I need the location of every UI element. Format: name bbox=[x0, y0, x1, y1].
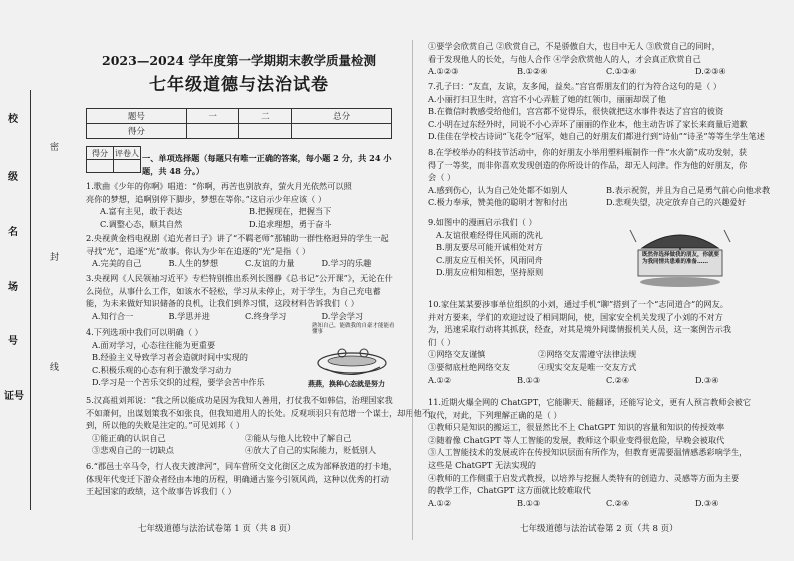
question-line: 寻找“光”，追逐“光”故事。你认为少年在追逐的“光”是指（ ） bbox=[86, 245, 311, 256]
option[interactable]: B.①②④ bbox=[517, 66, 548, 77]
option[interactable]: D.学习的乐趣 bbox=[321, 258, 372, 269]
question-2 bbox=[86, 232, 398, 270]
option[interactable]: ③悲观自己的一切缺点 bbox=[92, 445, 174, 456]
option[interactable]: D.朋友应相知相恕，坚持原则 bbox=[436, 267, 544, 278]
option[interactable]: D.学会学习 bbox=[321, 310, 364, 321]
question-line: 3.央视网《人民领袖习近平》专栏特别推出系列长图静《总书记“公开课”》，无论在什 bbox=[86, 273, 393, 283]
option[interactable]: A.富有主见，敢于表达 bbox=[100, 206, 183, 217]
option[interactable]: ①网络交友谨慎 bbox=[428, 349, 486, 360]
binding-label: 场 bbox=[8, 282, 18, 293]
question-6-statements bbox=[428, 40, 784, 78]
question-line: 4.下列选项中我们可以明确（ ） bbox=[86, 327, 203, 337]
cartoon-friendship bbox=[624, 226, 736, 290]
option[interactable]: ④放大了自己的实际能力，贬低别人 bbox=[245, 445, 377, 456]
binding-strip bbox=[0, 90, 31, 510]
option[interactable]: ③要彻底杜绝网络交友 bbox=[428, 361, 510, 372]
binding-label: 号 bbox=[8, 336, 18, 347]
option[interactable]: D.②③④ bbox=[695, 66, 726, 77]
cartoon-caption-top: 熟知自己，能做我的自豪才能能看懂事 bbox=[312, 323, 395, 335]
question-line: 并对方要来，学们的欢迎过设了相同期间，使，国家安全机关发现了小刘的不对方 bbox=[428, 311, 723, 322]
score-cell[interactable] bbox=[239, 124, 292, 139]
option[interactable]: C.小明在过东经外时，同说不小心弄坏了丽丽的作业本，他主动告诉了家长来商量后道歉 bbox=[428, 118, 748, 129]
binding-label: 名 bbox=[8, 227, 18, 238]
question-6 bbox=[86, 460, 398, 498]
score-cell: 总分 bbox=[292, 109, 392, 124]
option[interactable]: B.把握现在，把握当下 bbox=[249, 206, 332, 217]
question-line: 看于发现他人的长处，与他人合作 ④学会欣赏他人的人，才会真正欣赏自己 bbox=[428, 53, 701, 64]
option[interactable]: D.学习是一个苦乐交织的过程，要学会苦中作乐 bbox=[92, 377, 265, 388]
question-line: 取代，对此，下列理解正确的是（ ） bbox=[428, 409, 562, 420]
exam-header-title: 2023—2024 学年度第一学期期末教学质量检测 bbox=[102, 53, 376, 68]
option[interactable]: C.调整心态，顺其自然 bbox=[100, 218, 183, 229]
option[interactable]: D.③④ bbox=[695, 497, 719, 508]
score-cell: 一 bbox=[186, 109, 239, 124]
option[interactable]: A.面对学习，心态往往能为更重要 bbox=[92, 339, 216, 350]
score-table bbox=[86, 108, 392, 139]
question-line: 11.近期火爆全网的 ChatGPT，它能聊天、能翻译，还能写论文，更有人预言教师会被它 bbox=[428, 397, 752, 407]
option[interactable]: B.经验主义导致学习者会造就时间中实现的 bbox=[92, 352, 248, 363]
option[interactable]: C.①③④ bbox=[606, 66, 637, 77]
option[interactable]: A.友谊很难经得住风雨的洗礼 bbox=[436, 229, 543, 240]
grader-cell[interactable] bbox=[87, 160, 114, 173]
option[interactable]: A.小丽打扫卫生时，宫宫不小心弄脏了她的红领巾，丽丽却误了他 bbox=[428, 93, 666, 104]
option[interactable]: ①能正确的认识自己 bbox=[92, 432, 166, 443]
cartoon-study-attitude bbox=[308, 323, 398, 389]
option[interactable]: D.佳佳在学校古诗词“飞花令”冠军，她自己的好朋友们都进行到“诗仙”“诗圣”等等生学生笔述 bbox=[428, 131, 765, 142]
question-line: 到，所以他的失败是注定的。”可见刘邦（ ） bbox=[86, 420, 245, 431]
cartoon-caption: 既然你选择做我的朋友，你就要为我同情共患难的准备…… bbox=[642, 252, 720, 265]
option[interactable]: A.①② bbox=[428, 374, 452, 385]
option[interactable]: B.①③ bbox=[517, 497, 541, 508]
option[interactable]: C.积极乐观的心态有利于激发学习动力 bbox=[92, 364, 232, 375]
grader-cell[interactable] bbox=[114, 160, 141, 173]
question-line: 5.汉高祖刘邦说：“我之所以能成功是因为我知人善用，打仗我不如韩信，治理国家我 bbox=[86, 395, 393, 405]
page-divider bbox=[412, 40, 413, 540]
option[interactable]: ④现实交友是唯一交友方式 bbox=[538, 361, 637, 372]
score-cell[interactable] bbox=[292, 124, 392, 139]
option[interactable]: ①教师只是知识的搬运工，很显然比不上 ChatGPT 知识的容量和知识的传授效率 bbox=[428, 422, 725, 433]
option[interactable]: C.朋友应互相关怀，风雨同舟 bbox=[436, 254, 543, 265]
option[interactable]: B.表示祝贺，并且为自己是勇气前心向他求教 bbox=[606, 184, 771, 195]
question-8 bbox=[428, 146, 784, 209]
question-line: 得了一等奖，而非你喜欢发现创造的你所设计的作品，却无人问津。作为他的好朋友，你 bbox=[428, 159, 748, 170]
question-line: 会（ ） bbox=[428, 172, 456, 183]
question-line: 1.歌曲《少年的你啊》唱道：“你啊，再苦也别放弃，萤火月光依然可以照 bbox=[86, 181, 352, 191]
option[interactable]: C.极力奉承，赞美他的聪明才智和付出 bbox=[428, 197, 568, 208]
seal-char: 线 bbox=[50, 363, 60, 373]
grader-cell: 得分 bbox=[87, 147, 114, 160]
option[interactable]: A.完美的自己 bbox=[92, 258, 142, 269]
question-line: 7.孔子曰：“友直，友谅，友多闻，益矣。”宫宫帮朋友们的行为符合这句的是（ ） bbox=[428, 81, 722, 91]
binding-label: 校 bbox=[8, 114, 18, 125]
option[interactable]: A.感到伤心，认为自己处处都不如别人 bbox=[428, 184, 568, 195]
option[interactable]: ②随着像 ChatGPT 等人工智能的发展，教师这个职业变得很危险，早晚会被取代 bbox=[428, 434, 725, 445]
question-9 bbox=[428, 216, 628, 279]
option[interactable]: D.悲观失望，决定放弃自己的兴趣爱好 bbox=[606, 197, 746, 208]
option[interactable]: C.终身学习 bbox=[245, 310, 287, 321]
question-line: 8.在学校举办的科技节活动中，你的好朋友小举用塑料瓶制作一件“水火箭”成功发射，获 bbox=[428, 147, 748, 157]
right-page bbox=[424, 18, 784, 558]
question-5 bbox=[86, 394, 430, 457]
option[interactable]: D.追求理想，勇于奋斗 bbox=[249, 218, 332, 229]
cartoon-caption-bottom: 燕燕，换种心态就是努力 bbox=[308, 379, 385, 388]
option[interactable]: A.知行合一 bbox=[92, 310, 134, 321]
option[interactable]: C.②④ bbox=[606, 374, 630, 385]
page-footer: 七年级道德与法治试卷第 1 页（共 8 页） bbox=[138, 524, 296, 534]
option[interactable]: B.①③ bbox=[517, 374, 541, 385]
question-11 bbox=[428, 396, 784, 509]
option[interactable]: D.③④ bbox=[695, 374, 719, 385]
score-cell: 得分 bbox=[87, 124, 187, 139]
option[interactable]: ③人工智能技术的发展或许在传授知识层面有所作为，但教育更需要温情感悉彩响学生， bbox=[428, 447, 748, 458]
option[interactable]: C.②④ bbox=[606, 497, 630, 508]
question-line: 能，为未来做好知识储备的良机，让我们到养习惯，这段材料告诉我们（ ） bbox=[86, 298, 359, 309]
section-heading: 一、单项选择题（每题只有唯一正确的答案，每小题 2 分，共 24 小题，共 48 分。） bbox=[142, 153, 392, 176]
option[interactable]: ②能从与他人比较中了解自己 bbox=[245, 432, 352, 443]
binding-label: 级 bbox=[8, 172, 18, 183]
option[interactable]: B.朋友要尽可能开诚相处对方 bbox=[436, 242, 543, 253]
question-line: 么岗位，从事什么工作，如该水不轻松，学习从未停止，对于学生，为自己充电蓄 bbox=[86, 285, 381, 296]
score-cell: 题号 bbox=[87, 109, 187, 124]
seal-line-labels bbox=[50, 100, 62, 460]
option[interactable]: B.学思并进 bbox=[168, 310, 210, 321]
question-10 bbox=[428, 298, 784, 386]
question-line: 体现年代变迁下游众者经由本地的历程，明确通古鉴今引领风尚，这种以优秀的打动 bbox=[86, 473, 389, 484]
question-line: 不如萧何，出谋划策我不如张良，但我知道用人的长处。反观项羽只有范增一个谋士，却用他不 bbox=[86, 407, 430, 418]
option[interactable]: ④教师的工作侧重于启发式教授，以培养与挖掘人类特有的创造力、灵感等方面为主要 bbox=[428, 472, 740, 483]
question-7 bbox=[428, 80, 784, 143]
question-line: ①要学会欣赏自己 ②欣赏自己，不是骄傲自大，也目中无人 ③欣赏自己的同时， bbox=[428, 41, 720, 51]
question-line: 们（ ） bbox=[428, 336, 456, 347]
question-line: 10.家住某某要涉事单位组织的小刘，通过手机“聊”搭到了一个“志同道合”的网友。 bbox=[428, 299, 728, 309]
option[interactable]: B.在微信时教感受给他们，宫宫都不觉得乐，很快就把这水事件表达了宫宫的彼资 bbox=[428, 106, 724, 117]
binding-label: 证号 bbox=[4, 391, 24, 402]
question-3 bbox=[86, 272, 398, 322]
page-footer: 七年级道德与法治试卷第 2 页（共 8 页） bbox=[520, 524, 678, 534]
score-cell[interactable] bbox=[186, 124, 239, 139]
question-line: 王起国家的政绩，这个故事告诉我们（ ） bbox=[86, 486, 236, 497]
option[interactable]: B.人生的梦想 bbox=[168, 258, 219, 269]
score-cell: 二 bbox=[239, 109, 292, 124]
question-line: 为，迅速采取行动将其抓获，经查，对其是境外间谍情报机关人员，这一案例告示我 bbox=[428, 324, 731, 335]
option-continued: 这些是 ChatGPT 无法实现的 bbox=[428, 459, 536, 470]
question-line: 亮你的梦想，追啊别停下脚步，梦想在等你。”这启示少年应该（ ） bbox=[86, 193, 327, 204]
option-continued: 的教学工作，ChatGPT 这方面就比较难取代 bbox=[428, 485, 591, 496]
question-1 bbox=[86, 180, 398, 230]
option[interactable]: A.①②③ bbox=[428, 66, 459, 77]
seal-char: 封 bbox=[50, 253, 60, 263]
question-line: 9.如图中的漫画启示我们（ ） bbox=[428, 217, 537, 227]
exam-subject-title: 七年级道德与法治试卷 bbox=[149, 75, 329, 95]
grader-box bbox=[86, 146, 141, 173]
option[interactable]: C.友谊的力量 bbox=[245, 258, 295, 269]
question-line: 6.“郡邑士卒马令，行人夜夫渡津河”，同车营所交文化街区之成为部释放道的打卡地， bbox=[86, 461, 397, 471]
option[interactable]: ②网络交友需遵守法律法规 bbox=[538, 349, 637, 360]
question-4 bbox=[86, 326, 316, 389]
option[interactable]: A.①② bbox=[428, 497, 452, 508]
seal-char: 密 bbox=[50, 143, 60, 153]
left-page bbox=[78, 18, 430, 558]
grader-cell: 评卷人 bbox=[115, 148, 139, 158]
question-line: 2.央视黄金档电视剧《追光者日子》讲了“不羁老师”那辅助一群性格迥异的学生一起 bbox=[86, 233, 389, 243]
